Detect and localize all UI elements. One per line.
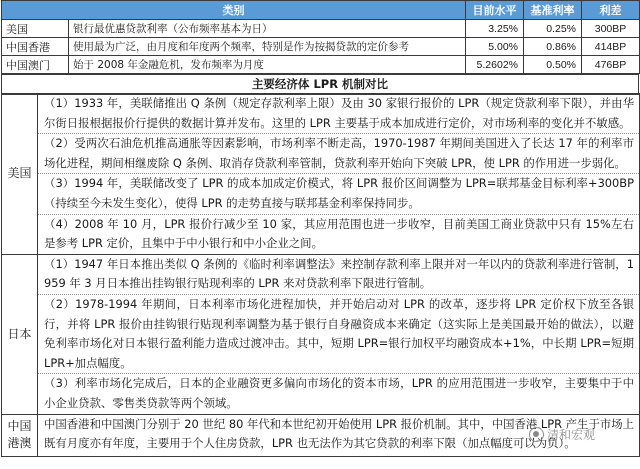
paragraph: （1）1933 年，美联储推出 Q 条例（规定存款利率上限）及由 30 家银行报价的 LPR（规定贷款利率下限），并由华尔街日报根据报价行提供的数据计算并发布。这里的 LPR 主要基于成本加成进行定价，对市场利率的变化并不敏感。 <box>38 94 639 134</box>
paragraph: （3）利率市场化完成后，日本的企业融资更多偏向市场化的资本市场，LPR 的应用范围进一步收窄，主要集中于中小企业贷款、零售类贷款等两个领域。 <box>44 376 634 410</box>
row-label-japan: 日本 <box>2 254 38 414</box>
row-description: 始于 2008 年金融危机，发布频率为月度 <box>69 56 466 74</box>
table-row <box>2 38 640 56</box>
header-benchmark-rate: 基准利率 <box>524 1 582 20</box>
table-row <box>2 20 640 38</box>
row-label-hk-macau: 中国港澳 <box>2 414 38 456</box>
header-current-level: 目前水平 <box>466 1 524 20</box>
paragraph: 中国香港和中国澳门分别于 20 世纪 80 年代和本世纪初开始使用 LPR 报价机制。其中，中国香港 LPR 产生于市场上既有月度亦有年度，主要用于个人住房贷款，LPR 也无法作为其它贷款的利率下限（加点幅度可以为负）。 <box>44 416 635 451</box>
table-header-row <box>2 1 640 20</box>
table-row <box>2 56 640 74</box>
paragraph: （2）1978-1994 年期间，日本利率市场化进程加快，并开始启动对 LPR 的改革，逐步将 LPR 定价权下放至各银行，并将 LPR 报价由挂钩银行贴现利率调整为基于银行自身融资成本来确定（这实际上是美国最开始的做法），以避免利率市场化对日本银行盈利能力造成过渡冲击。其中，短期 LPR=银行加权平均融资成本+1%，中长期 LPR=短期 LPR+加点幅度。 <box>38 295 639 374</box>
lpr-summary-table <box>1 0 640 74</box>
row-description: 银行最优惠贷款利率（公布频率基本为日） <box>69 20 466 38</box>
row-spread: 414BP <box>582 38 640 56</box>
watermark <box>529 424 595 444</box>
comparison-row-us <box>2 94 640 255</box>
row-content-us <box>38 94 640 255</box>
header-spread: 利差 <box>582 1 640 20</box>
row-description: 使用最为广泛，由月度和年度两个频率，特别是作为按揭贷款的定价参考 <box>69 38 466 56</box>
row-current-level: 5.00% <box>466 38 524 56</box>
row-benchmark-rate: 0.86% <box>524 38 582 56</box>
row-content-japan <box>38 254 640 414</box>
row-label-us: 美国 <box>2 94 38 255</box>
row-current-level: 3.25% <box>466 20 524 38</box>
row-country: 美国 <box>2 20 69 38</box>
paragraph: （1）1947 年日本推出类似 Q 条例的《临时利率调整法》来控制存款利率上限并对一年以内的贷款利率进行管制，1959 年 3 月日本推出挂钩银行贴现利率的 LPR 来对贷款利率下限进行管制。 <box>38 255 639 295</box>
row-country: 中国澳门 <box>2 56 69 74</box>
comparison-row-japan <box>2 254 640 414</box>
row-country: 中国香港 <box>2 38 69 56</box>
paragraph: （4）2008 年 10 月，LPR 报价行减少至 10 家，其应用范围也进一步收窄，目前美国工商业贷款中只有 15%左右是参考 LPR 定价，且集中于中小银行和中小企业之间。 <box>44 216 634 251</box>
header-category: 类别 <box>2 1 466 20</box>
row-current-level: 5.2602% <box>466 56 524 74</box>
row-benchmark-rate: 0.50% <box>524 56 582 74</box>
row-benchmark-rate: 0.25% <box>524 20 582 38</box>
watermark-text: 清和宏观 <box>547 427 596 442</box>
row-spread: 300BP <box>582 20 640 38</box>
row-spread: 476BP <box>582 56 640 74</box>
lpr-comparison-table <box>1 93 640 457</box>
wechat-logo-icon <box>529 427 544 442</box>
paragraph: （2）受两次石油危机推高通胀等因素影响，市场利率不断走高，1970-1987 年期间美国进入了长达 17 年的利率市场化进程，期间相继废除 Q 条例、取消存贷款利率管制，贷款利率开始向下突破 LPR，使 LPR 的作用进一步弱化。 <box>38 134 639 174</box>
paragraph: （3）1994 年，美联储改变了 LPR 的成本加成定价模式，将 LPR 报价区间调整为 LPR=联邦基金目标利率+300BP（持续至今未发生变化），使得 LPR 的走势直接与联邦基金利率保持同步。 <box>38 174 639 214</box>
section-title: 主要经济体 LPR 机制对比 <box>1 74 639 95</box>
